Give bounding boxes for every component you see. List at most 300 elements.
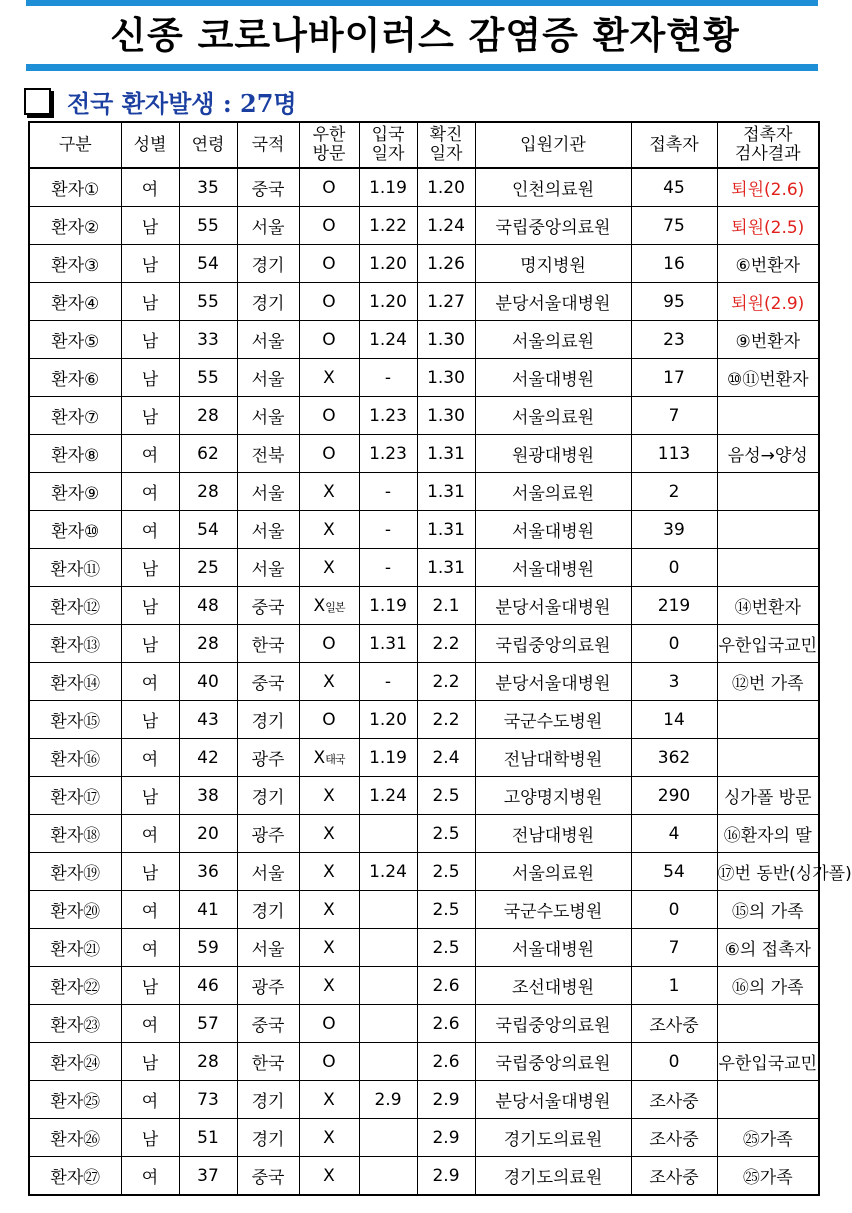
- cell-confirm-date: 1.30: [417, 359, 475, 397]
- cell-wuhan: [299, 207, 359, 245]
- wuhan-note: 일본: [325, 600, 345, 614]
- cell-nationality: 서울: [237, 853, 299, 891]
- cell-entry-date: [359, 891, 417, 929]
- cell-contacts: 2: [631, 473, 717, 511]
- cell-id: 환자⑧: [29, 435, 121, 473]
- cell-confirm-date: 2.9: [417, 1119, 475, 1157]
- cell-result: 퇴원(2.9): [717, 283, 819, 321]
- cell-sex: 남: [121, 587, 179, 625]
- cell-sex: 여: [121, 168, 179, 207]
- table-row: [29, 435, 819, 473]
- cell-sex: 남: [121, 283, 179, 321]
- cell-result: ⑭번환자: [717, 587, 819, 625]
- cell-contacts: 3: [631, 663, 717, 701]
- cell-contacts: 7: [631, 397, 717, 435]
- cell-id: 환자㉓: [29, 1005, 121, 1043]
- wuhan-mark: X: [323, 367, 335, 388]
- top-accent-bar: [26, 0, 818, 6]
- cell-age: 55: [179, 207, 237, 245]
- cell-wuhan: [299, 625, 359, 663]
- cell-contacts: 113: [631, 435, 717, 473]
- wuhan-mark: O: [322, 633, 336, 654]
- cell-confirm-date: 1.20: [417, 168, 475, 207]
- cell-sex: 여: [121, 663, 179, 701]
- cell-sex: 남: [121, 245, 179, 283]
- cell-age: 57: [179, 1005, 237, 1043]
- cell-contacts: 45: [631, 168, 717, 207]
- cell-confirm-date: 2.6: [417, 1043, 475, 1081]
- cell-sex: 남: [121, 853, 179, 891]
- cell-result: 음성→양성: [717, 435, 819, 473]
- cell-contacts: 조사중: [631, 1157, 717, 1196]
- cell-confirm-date: 1.30: [417, 321, 475, 359]
- cell-age: 35: [179, 168, 237, 207]
- cell-contacts: 95: [631, 283, 717, 321]
- cell-id: 환자㉒: [29, 967, 121, 1005]
- cell-contacts: 조사중: [631, 1119, 717, 1157]
- cell-id: 환자㉗: [29, 1157, 121, 1196]
- cell-nationality: 경기: [237, 1119, 299, 1157]
- wuhan-mark: X: [323, 481, 335, 502]
- cell-entry-date: 1.19: [359, 168, 417, 207]
- cell-entry-date: 1.20: [359, 245, 417, 283]
- cell-nationality: 서울: [237, 511, 299, 549]
- cell-wuhan: [299, 701, 359, 739]
- cell-hospital: 국립중앙의료원: [475, 625, 631, 663]
- cell-hospital: 경기도의료원: [475, 1157, 631, 1196]
- cell-wuhan: [299, 929, 359, 967]
- cell-hospital: 서울대병원: [475, 359, 631, 397]
- wuhan-note: 태국: [325, 752, 345, 766]
- wuhan-mark: O: [322, 215, 336, 236]
- cell-confirm-date: 2.5: [417, 929, 475, 967]
- cell-confirm-date: 2.9: [417, 1157, 475, 1196]
- header-confirm-line1: 확진: [429, 125, 463, 145]
- cell-id: 환자⑤: [29, 321, 121, 359]
- cell-age: 46: [179, 967, 237, 1005]
- table-row: [29, 929, 819, 967]
- cell-id: 환자⑦: [29, 397, 121, 435]
- header-confirm-date: [417, 122, 475, 168]
- cell-result: ⑥번환자: [717, 245, 819, 283]
- cell-wuhan: [299, 549, 359, 587]
- table-row: [29, 1081, 819, 1119]
- table-row: [29, 815, 819, 853]
- cell-age: 51: [179, 1119, 237, 1157]
- table-row: [29, 359, 819, 397]
- cell-hospital: 국군수도병원: [475, 891, 631, 929]
- cell-entry-date: -: [359, 549, 417, 587]
- cell-contacts: 54: [631, 853, 717, 891]
- cell-confirm-date: 1.26: [417, 245, 475, 283]
- cell-result: ⑰번 동반(싱가폴): [717, 853, 819, 891]
- cell-nationality: 서울: [237, 359, 299, 397]
- cell-hospital: 서울대병원: [475, 511, 631, 549]
- cell-entry-date: [359, 929, 417, 967]
- cell-entry-date: 1.22: [359, 207, 417, 245]
- cell-nationality: 서울: [237, 397, 299, 435]
- cell-entry-date: [359, 1043, 417, 1081]
- cell-entry-date: [359, 1005, 417, 1043]
- cell-sex: 남: [121, 777, 179, 815]
- cell-hospital: 서울대병원: [475, 549, 631, 587]
- header-age: 연령: [179, 122, 237, 168]
- cell-contacts: 1: [631, 967, 717, 1005]
- cell-sex: 남: [121, 359, 179, 397]
- cell-age: 20: [179, 815, 237, 853]
- cell-wuhan: [299, 1119, 359, 1157]
- wuhan-mark: X: [323, 519, 335, 540]
- cell-sex: 남: [121, 625, 179, 663]
- table-row: [29, 625, 819, 663]
- cell-hospital: 원광대병원: [475, 435, 631, 473]
- wuhan-mark: X: [323, 861, 335, 882]
- cell-nationality: 중국: [237, 168, 299, 207]
- cell-result: [717, 511, 819, 549]
- cell-result: ⑫번 가족: [717, 663, 819, 701]
- cell-nationality: 서울: [237, 207, 299, 245]
- table-row: [29, 663, 819, 701]
- cell-wuhan: [299, 168, 359, 207]
- cell-entry-date: -: [359, 359, 417, 397]
- cell-id: 환자⑮: [29, 701, 121, 739]
- cell-contacts: 362: [631, 739, 717, 777]
- cell-id: 환자⑬: [29, 625, 121, 663]
- cell-age: 59: [179, 929, 237, 967]
- table-row: [29, 967, 819, 1005]
- cell-contacts: 219: [631, 587, 717, 625]
- header-sex: 성별: [121, 122, 179, 168]
- cell-wuhan: [299, 739, 359, 777]
- wuhan-mark: O: [322, 1013, 336, 1034]
- table-row: [29, 397, 819, 435]
- cell-contacts: 0: [631, 625, 717, 663]
- cell-confirm-date: 2.2: [417, 663, 475, 701]
- table-row: [29, 777, 819, 815]
- wuhan-mark: X: [323, 823, 335, 844]
- cell-hospital: 국립중앙의료원: [475, 207, 631, 245]
- cell-sex: 남: [121, 321, 179, 359]
- cell-nationality: 한국: [237, 625, 299, 663]
- table-row: [29, 701, 819, 739]
- header-nationality: 국적: [237, 122, 299, 168]
- wuhan-mark: X: [323, 937, 335, 958]
- cell-id: 환자⑪: [29, 549, 121, 587]
- cell-wuhan: [299, 1043, 359, 1081]
- cell-contacts: 0: [631, 1043, 717, 1081]
- header-confirm-line2: 일자: [429, 144, 463, 164]
- cell-confirm-date: 2.5: [417, 853, 475, 891]
- cell-result: ㉕가족: [717, 1157, 819, 1196]
- cell-age: 37: [179, 1157, 237, 1196]
- cell-sex: 남: [121, 1043, 179, 1081]
- cell-hospital: 인천의료원: [475, 168, 631, 207]
- cell-id: 환자③: [29, 245, 121, 283]
- cell-sex: 남: [121, 701, 179, 739]
- cell-confirm-date: 2.5: [417, 777, 475, 815]
- cell-wuhan: [299, 777, 359, 815]
- cell-contacts: 조사중: [631, 1005, 717, 1043]
- cell-wuhan: [299, 245, 359, 283]
- cell-age: 28: [179, 1043, 237, 1081]
- cell-confirm-date: 2.2: [417, 701, 475, 739]
- cell-result: [717, 549, 819, 587]
- cell-nationality: 광주: [237, 815, 299, 853]
- cell-result: 퇴원(2.5): [717, 207, 819, 245]
- cell-confirm-date: 1.31: [417, 435, 475, 473]
- subtitle-row: [24, 84, 297, 118]
- cell-entry-date: 1.31: [359, 625, 417, 663]
- cell-confirm-date: 2.1: [417, 587, 475, 625]
- cell-contacts: 0: [631, 549, 717, 587]
- cell-contacts: 7: [631, 929, 717, 967]
- cell-nationality: 중국: [237, 1157, 299, 1196]
- cell-id: 환자⑰: [29, 777, 121, 815]
- table-row: [29, 168, 819, 207]
- cell-confirm-date: 2.4: [417, 739, 475, 777]
- cell-confirm-date: 1.31: [417, 473, 475, 511]
- cell-id: 환자②: [29, 207, 121, 245]
- table-row: [29, 891, 819, 929]
- cell-age: 25: [179, 549, 237, 587]
- cell-hospital: 조선대병원: [475, 967, 631, 1005]
- table-row: [29, 587, 819, 625]
- cell-hospital: 국립중앙의료원: [475, 1005, 631, 1043]
- cell-age: 28: [179, 625, 237, 663]
- cell-id: 환자㉕: [29, 1081, 121, 1119]
- cell-nationality: 한국: [237, 1043, 299, 1081]
- cell-contacts: 14: [631, 701, 717, 739]
- wuhan-mark: O: [322, 405, 336, 426]
- cell-wuhan: [299, 321, 359, 359]
- cell-contacts: 17: [631, 359, 717, 397]
- header-entry-line1: 입국: [371, 125, 405, 145]
- cell-hospital: 국군수도병원: [475, 701, 631, 739]
- cell-id: 환자⑩: [29, 511, 121, 549]
- cell-result: 우한입국교민: [717, 1043, 819, 1081]
- header-gubun: 구분: [29, 122, 121, 168]
- cell-wuhan: [299, 663, 359, 701]
- header-entry-date: [359, 122, 417, 168]
- cell-id: 환자⑲: [29, 853, 121, 891]
- cell-entry-date: 1.24: [359, 853, 417, 891]
- cell-wuhan: [299, 359, 359, 397]
- cell-age: 55: [179, 283, 237, 321]
- cell-entry-date: -: [359, 511, 417, 549]
- wuhan-mark: X: [313, 595, 326, 616]
- checkbox-icon: [24, 88, 51, 115]
- wuhan-mark: X: [323, 1165, 335, 1186]
- cell-result: [717, 1005, 819, 1043]
- cell-wuhan: [299, 1157, 359, 1196]
- cell-confirm-date: 2.5: [417, 815, 475, 853]
- cell-confirm-date: 2.6: [417, 967, 475, 1005]
- cell-result: [717, 473, 819, 511]
- cell-entry-date: 1.23: [359, 397, 417, 435]
- cell-nationality: 중국: [237, 1005, 299, 1043]
- cell-id: 환자㉔: [29, 1043, 121, 1081]
- cell-entry-date: [359, 967, 417, 1005]
- cell-hospital: 전남대학병원: [475, 739, 631, 777]
- cell-result: 싱가폴 방문: [717, 777, 819, 815]
- header-wuhan-line1: 우한: [312, 125, 346, 145]
- cell-hospital: 분당서울대병원: [475, 587, 631, 625]
- cell-entry-date: 1.19: [359, 587, 417, 625]
- cell-result: ⑥의 접촉자: [717, 929, 819, 967]
- cell-id: 환자⑭: [29, 663, 121, 701]
- table-row: [29, 1005, 819, 1043]
- cell-age: 36: [179, 853, 237, 891]
- cell-contacts: 0: [631, 891, 717, 929]
- cell-entry-date: 1.24: [359, 777, 417, 815]
- cell-result: ⑯환자의 딸: [717, 815, 819, 853]
- header-entry-line2: 일자: [371, 144, 405, 164]
- cell-wuhan: [299, 511, 359, 549]
- table-row: [29, 1043, 819, 1081]
- cell-result: [717, 397, 819, 435]
- wuhan-mark: O: [322, 1051, 336, 1072]
- cell-sex: 여: [121, 891, 179, 929]
- cell-hospital: 전남대병원: [475, 815, 631, 853]
- header-hospital: 입원기관: [475, 122, 631, 168]
- cell-wuhan: [299, 397, 359, 435]
- wuhan-mark: O: [322, 291, 336, 312]
- cell-entry-date: [359, 1157, 417, 1196]
- patient-table: [28, 121, 852, 1196]
- cell-wuhan: [299, 473, 359, 511]
- cell-result: ⑮의 가족: [717, 891, 819, 929]
- header-wuhan-line2: 방문: [312, 144, 346, 164]
- cell-entry-date: 1.20: [359, 283, 417, 321]
- cell-sex: 여: [121, 1157, 179, 1196]
- header-result-line1: 접촉자: [743, 125, 793, 145]
- cell-result: [717, 1081, 819, 1119]
- cell-hospital: 서울대병원: [475, 929, 631, 967]
- cell-id: 환자⑥: [29, 359, 121, 397]
- cell-id: 환자⑨: [29, 473, 121, 511]
- cell-entry-date: -: [359, 663, 417, 701]
- cell-confirm-date: 1.24: [417, 207, 475, 245]
- cell-nationality: 경기: [237, 245, 299, 283]
- wuhan-mark: X: [323, 557, 335, 578]
- cell-wuhan: [299, 853, 359, 891]
- cell-sex: 여: [121, 929, 179, 967]
- cell-wuhan: [299, 967, 359, 1005]
- cell-hospital: 국립중앙의료원: [475, 1043, 631, 1081]
- cell-result: ⑩⑪번환자: [717, 359, 819, 397]
- cell-wuhan: [299, 435, 359, 473]
- table-header-row: [29, 122, 819, 168]
- cell-id: 환자①: [29, 168, 121, 207]
- cell-nationality: 경기: [237, 891, 299, 929]
- wuhan-mark: X: [323, 975, 335, 996]
- table-body: [29, 168, 852, 1195]
- table-row: [29, 473, 819, 511]
- cell-nationality: 서울: [237, 473, 299, 511]
- table-row: [29, 1119, 819, 1157]
- cell-sex: 남: [121, 397, 179, 435]
- cell-age: 38: [179, 777, 237, 815]
- cell-age: 28: [179, 473, 237, 511]
- cell-contacts: 4: [631, 815, 717, 853]
- header-contacts: 접촉자: [631, 122, 717, 168]
- cell-result: [717, 739, 819, 777]
- cell-nationality: 광주: [237, 739, 299, 777]
- cell-age: 28: [179, 397, 237, 435]
- table-row: [29, 549, 819, 587]
- cell-sex: 여: [121, 1005, 179, 1043]
- cell-id: 환자⑫: [29, 587, 121, 625]
- cell-confirm-date: 2.9: [417, 1081, 475, 1119]
- table-row: [29, 853, 819, 891]
- cell-sex: 여: [121, 511, 179, 549]
- cell-sex: 여: [121, 815, 179, 853]
- cell-nationality: 경기: [237, 701, 299, 739]
- table-row: [29, 1157, 819, 1196]
- cell-age: 41: [179, 891, 237, 929]
- cell-entry-date: 1.24: [359, 321, 417, 359]
- wuhan-mark: O: [322, 177, 336, 198]
- cell-entry-date: 1.23: [359, 435, 417, 473]
- cell-wuhan: [299, 891, 359, 929]
- cell-result: ⑨번환자: [717, 321, 819, 359]
- cell-contacts: 조사중: [631, 1081, 717, 1119]
- cell-hospital: 서울의료원: [475, 473, 631, 511]
- cell-nationality: 광주: [237, 967, 299, 1005]
- cell-id: 환자⑱: [29, 815, 121, 853]
- cell-result: 퇴원(2.6): [717, 168, 819, 207]
- wuhan-mark: X: [323, 671, 335, 692]
- cell-contacts: 75: [631, 207, 717, 245]
- header-contact-result: [717, 122, 819, 168]
- table-row: [29, 511, 819, 549]
- cell-nationality: 전북: [237, 435, 299, 473]
- header-result-line2: 검사결과: [734, 144, 801, 164]
- cell-hospital: 명지병원: [475, 245, 631, 283]
- cell-contacts: 23: [631, 321, 717, 359]
- cell-age: 33: [179, 321, 237, 359]
- cell-hospital: 분당서울대병원: [475, 283, 631, 321]
- cell-hospital: 서울의료원: [475, 321, 631, 359]
- cell-confirm-date: 2.6: [417, 1005, 475, 1043]
- table-row: [29, 739, 819, 777]
- cell-wuhan: [299, 1081, 359, 1119]
- cell-entry-date: 1.20: [359, 701, 417, 739]
- cell-sex: 여: [121, 1081, 179, 1119]
- subtitle: 전국 환자발생 : 27명: [67, 88, 297, 118]
- wuhan-mark: O: [322, 443, 336, 464]
- cell-hospital: 고양명지병원: [475, 777, 631, 815]
- cell-nationality: 중국: [237, 663, 299, 701]
- cell-nationality: 경기: [237, 1081, 299, 1119]
- cell-age: 48: [179, 587, 237, 625]
- cell-id: 환자④: [29, 283, 121, 321]
- cell-entry-date: 1.19: [359, 739, 417, 777]
- table-row: [29, 207, 819, 245]
- cell-entry-date: [359, 815, 417, 853]
- header-wuhan-visit: [299, 122, 359, 168]
- wuhan-mark: X: [313, 747, 326, 768]
- cell-result: 우한입국교민: [717, 625, 819, 663]
- cell-contacts: 39: [631, 511, 717, 549]
- cell-entry-date: 2.9: [359, 1081, 417, 1119]
- cell-age: 43: [179, 701, 237, 739]
- cell-confirm-date: 1.31: [417, 511, 475, 549]
- cell-age: 54: [179, 511, 237, 549]
- cell-confirm-date: 2.2: [417, 625, 475, 663]
- table-row: [29, 321, 819, 359]
- wuhan-mark: O: [322, 329, 336, 350]
